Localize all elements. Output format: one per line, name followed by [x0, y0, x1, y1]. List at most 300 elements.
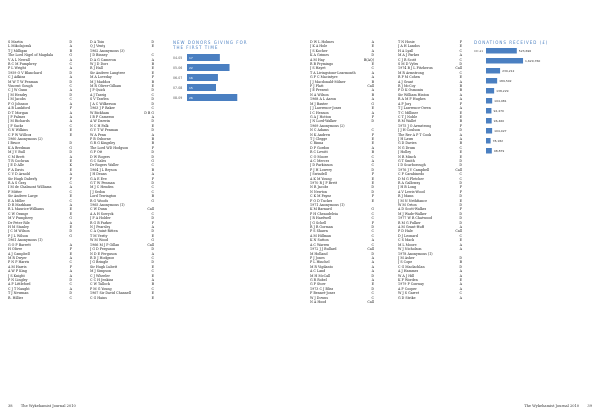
donor-code: C	[151, 286, 154, 291]
donor-name: S Martin	[8, 40, 23, 44]
donor-name: N K Andrew	[310, 132, 331, 137]
donor-code: A	[151, 57, 154, 62]
donor-code: C	[151, 211, 154, 216]
bar-value-label: 78,182	[492, 139, 504, 143]
donor-name: M J Baxter	[310, 101, 328, 106]
donor-name: Dr Rogers Waller	[90, 163, 119, 168]
donor-name: R A M F Hughes	[398, 97, 426, 102]
donor-code: D	[69, 79, 72, 84]
donor-name: A M Harris	[8, 264, 27, 269]
donor-name: F O Johnson	[8, 101, 29, 106]
donor-name: C P W Willcox	[8, 132, 32, 137]
donor-code: Call	[367, 84, 374, 89]
donor-code: A	[371, 88, 374, 93]
donor-name: 1961 Anonymous (1)	[8, 238, 43, 243]
donor-code: A	[459, 53, 462, 58]
donor-name: 1976 J V Campbell	[398, 167, 430, 172]
donor-code: A	[371, 264, 374, 269]
donor-code: A	[459, 225, 462, 230]
donor-code: E	[69, 158, 72, 163]
donor-name: R M G Fulker	[398, 220, 421, 225]
donor-name: Sir Andrew Large	[8, 194, 38, 199]
donor-code: C	[151, 189, 154, 194]
donor-code: C	[151, 163, 154, 168]
names-column-4	[398, 40, 462, 300]
donor-code: K	[69, 163, 72, 168]
donor-code: D	[151, 229, 154, 234]
donor-name: J G Bringle	[90, 260, 109, 265]
donor-code: D	[69, 70, 72, 75]
donor-code: A	[69, 44, 72, 49]
donor-code: Call	[147, 242, 154, 247]
donor-code: E	[459, 75, 462, 80]
list-item	[8, 296, 72, 300]
donor-code: C	[69, 62, 72, 67]
donor-name: J H Lawn	[398, 136, 414, 141]
donor-code: C	[69, 181, 72, 185]
bar-value-label: 92,470	[493, 109, 504, 113]
donor-code: B	[151, 136, 154, 141]
donor-code: C	[371, 128, 374, 133]
donor-code: C	[371, 66, 374, 71]
donor-name: A J Hammer	[398, 269, 419, 274]
donor-name: J D Parkinson	[310, 163, 333, 168]
donor-code: D	[371, 225, 374, 230]
donor-name: G V T W Penman	[90, 128, 119, 133]
donor-code: D B G	[144, 110, 154, 115]
donor-name: S V Tawlen	[90, 97, 109, 102]
donor-code: C	[151, 53, 154, 58]
category-label: CD £1	[474, 49, 484, 53]
donor-code: F	[151, 75, 154, 80]
donor-name: M L Moore	[398, 242, 417, 247]
donor-code: C	[371, 163, 374, 168]
donor-code: D	[459, 211, 462, 216]
list-item	[310, 300, 374, 304]
donor-code: F	[459, 207, 462, 212]
donor-name: J G D Ferguson	[90, 247, 116, 252]
donor-name: W M Orton	[398, 203, 417, 208]
donor-name: J J H Coulson	[398, 128, 421, 133]
donor-name: 1967 Sir David Channell	[90, 291, 131, 296]
donor-name: T A Livingstone-Learmonth	[310, 70, 356, 75]
donor-name: P H Cheaudeleia	[310, 211, 338, 216]
donor-code: D	[151, 216, 154, 221]
donor-name: C J Wheeler	[90, 273, 110, 278]
donor-name: M J Simpson	[90, 269, 112, 274]
donor-name: C M Brett	[8, 154, 25, 159]
donor-code: A	[371, 40, 374, 44]
donor-code: G	[69, 53, 72, 58]
donor-name: J J Macdonald-Milner	[310, 79, 346, 84]
donor-code: C	[459, 233, 462, 238]
donor-code: A	[459, 282, 462, 287]
donor-name: A P Cooper	[398, 286, 417, 291]
donor-name: R J Hall	[90, 66, 103, 71]
donor-code: A	[69, 75, 72, 80]
donor-name: J S Knight	[8, 273, 25, 278]
bar-value-label: 138,229	[496, 89, 509, 93]
donor-code: B	[151, 194, 154, 199]
donor-code: B	[151, 141, 154, 146]
donor-name: A W Darwin	[90, 119, 111, 124]
donor-code: A	[69, 255, 72, 260]
page-number-right: 39	[587, 404, 592, 408]
donor-code: D	[69, 229, 72, 234]
donor-code: A	[371, 260, 374, 265]
donor-code: E	[69, 128, 72, 133]
donor-code: D	[151, 128, 154, 133]
donor-name: 1965 Anonymous (1)	[90, 203, 125, 208]
donor-name: V A L Newall	[8, 57, 30, 62]
donor-code: D	[69, 277, 72, 282]
donor-name: G R G Kingsley	[90, 141, 116, 146]
donor-name: C W Dunn	[90, 207, 108, 212]
donor-name: C S Mack	[398, 238, 415, 243]
donor-code: B	[151, 79, 154, 84]
journal-title-right: The Wykehamist Journal 2010	[524, 404, 580, 408]
donor-code: C	[371, 216, 374, 221]
donor-code: A	[459, 136, 462, 141]
donations-chart-title: DONATIONS RECEIVED (£)	[474, 40, 549, 45]
donor-code: A	[151, 251, 154, 256]
donor-code: F	[459, 123, 462, 128]
donor-code: E	[459, 150, 462, 155]
donor-name: D W Rogers	[90, 154, 110, 159]
donor-name: H A Lyall	[398, 48, 414, 53]
donor-code: A	[69, 220, 72, 225]
donor-code: D	[459, 220, 462, 225]
donor-name: 1972 J J Bullard	[310, 247, 337, 252]
donor-name: J F A Holder	[90, 216, 111, 221]
donor-name: 1963 J P Baker	[90, 106, 115, 111]
list-item	[90, 296, 154, 300]
donor-name: H Oliver	[8, 247, 23, 252]
donor-name: J E D Alle	[8, 163, 24, 168]
category-label: 06-07	[173, 76, 183, 80]
donor-name: I M Jacobs	[8, 97, 26, 102]
donor-name: C J R Scott	[398, 57, 417, 62]
donor-name: D J Leonard	[398, 233, 418, 238]
donor-code: E	[151, 66, 154, 71]
donor-code: F	[69, 264, 72, 269]
donor-code: F	[371, 132, 374, 137]
names-column-1	[8, 40, 72, 300]
donor-name: J P Quick	[90, 88, 106, 93]
donor-code: A	[371, 277, 374, 282]
donor-name: 1966 M J P Gillan	[90, 242, 120, 247]
donor-code: B	[459, 141, 462, 146]
donor-name: G P Storr	[310, 282, 326, 287]
donor-name: A C Warren	[310, 242, 330, 247]
donor-name: C C H Jenkins	[90, 277, 114, 282]
donor-name: A K M Young	[310, 176, 332, 181]
donor-code: D	[371, 53, 374, 58]
donor-name: A P Jory	[398, 101, 412, 106]
donor-code: A	[459, 92, 462, 97]
donor-name: P J Platt	[310, 84, 324, 89]
donor-name: A B Lankford	[8, 106, 31, 111]
names-column-3	[310, 40, 374, 304]
donor-name: N D E Ferguson	[90, 251, 117, 256]
donor-code: D	[371, 273, 374, 278]
donor-code: D	[459, 128, 462, 133]
donor-name: 1964 J L Bryson	[90, 167, 117, 172]
donor-code: C	[69, 282, 72, 287]
donor-code: E	[459, 154, 462, 159]
donor-name: J H B Long	[398, 185, 417, 190]
category-label: 05-06	[173, 66, 183, 70]
bar-value-label: 17	[189, 56, 193, 60]
donor-code: D	[459, 255, 462, 260]
donor-name: P S Shawn	[310, 229, 328, 234]
bar	[486, 78, 497, 84]
donor-name: C K M Payne	[310, 194, 332, 199]
donor-name: M A Loveday	[90, 75, 112, 80]
donor-name: P D K Osmonix	[398, 88, 424, 93]
donor-code: B	[371, 79, 374, 84]
donor-code: D	[151, 260, 154, 265]
donor-name: W J Downs	[310, 295, 329, 300]
donor-code: E	[69, 167, 72, 172]
donor-code: F	[371, 220, 374, 225]
donor-name: N J Pearsley	[90, 225, 111, 230]
donor-name: C G Maclachlan	[398, 264, 425, 269]
donor-name: K A Grimes	[310, 53, 329, 58]
donor-code: D	[69, 291, 72, 296]
donor-code: F	[69, 176, 72, 181]
donor-name: K A Bredman	[8, 145, 31, 150]
bar	[486, 48, 517, 54]
donor-code: E	[371, 181, 374, 185]
donor-name: The Lord WD Hodgson	[90, 145, 129, 150]
donor-code: A	[459, 97, 462, 102]
donor-code: D	[459, 216, 462, 221]
donor-name: C O Moore	[310, 154, 329, 159]
donor-code: D	[151, 150, 154, 155]
donor-name: M J V Bull	[8, 150, 25, 155]
donor-code: A	[69, 242, 72, 247]
donor-name: E A Miller	[8, 198, 25, 203]
donor-name: P M G Young	[90, 286, 112, 291]
donor-code: F	[151, 176, 154, 181]
new-donors-chart-svg	[173, 54, 283, 124]
donor-code: A	[371, 48, 374, 53]
donor-name: G R Robel	[310, 277, 327, 282]
donor-code: A	[69, 101, 72, 106]
donor-name: M R Armstrong	[398, 70, 424, 75]
donor-name: J M N Nethfiance	[398, 198, 428, 203]
donor-code: C	[69, 123, 72, 128]
new-donors-chart-title: NEW DONORS GIVING FOR THE FIRST TIME	[173, 40, 248, 50]
names-column-2	[90, 40, 154, 300]
donor-name: 1969 Anonymous (2)	[310, 123, 345, 128]
donor-name: P N Lingley	[8, 277, 28, 282]
donor-code: F	[371, 194, 374, 199]
footer-left	[8, 404, 76, 408]
donor-name: C T J Noble	[398, 114, 418, 119]
donor-name: J S Hayet	[310, 66, 326, 71]
donor-name: J K A Hole	[310, 44, 328, 49]
donor-code: A	[69, 273, 72, 278]
donor-code: D	[371, 189, 374, 194]
bar	[486, 148, 492, 154]
donor-name: P J Jones	[310, 255, 325, 260]
donor-code: C	[69, 97, 72, 102]
donor-code: C	[69, 198, 72, 203]
donor-name: G C Sales	[90, 158, 107, 163]
donor-code: C	[371, 233, 374, 238]
bar	[486, 98, 492, 104]
donor-code: A	[371, 110, 374, 115]
footer-right	[524, 404, 592, 408]
donor-code: D	[371, 119, 374, 124]
donor-name: T J Lawrence-Owen	[398, 106, 431, 111]
donor-name: M J C Henden	[90, 185, 114, 190]
donor-name: A P Littleford	[8, 282, 31, 287]
donor-name: R M Wallet	[398, 119, 417, 124]
bar-value-label: 1,629,760	[525, 59, 541, 63]
donor-name: M R Dwyer	[8, 255, 27, 260]
donor-code: A	[371, 70, 374, 75]
donor-code: C	[459, 145, 462, 150]
donor-name: W A Penn	[90, 132, 107, 137]
donor-code: D	[151, 247, 154, 252]
donor-code: D	[459, 203, 462, 208]
donor-name: T M Verity	[90, 233, 108, 238]
donor-code: Call	[367, 247, 374, 252]
donor-code: A	[69, 110, 72, 115]
donor-name: L Mikolajczuk	[8, 44, 32, 49]
donor-name: S M D Vyles	[398, 62, 419, 67]
donor-name: R A Galloway	[398, 181, 421, 185]
donor-name: R J McCoy	[398, 84, 416, 89]
donor-code: A	[371, 255, 374, 260]
donor-name: A W P King	[8, 269, 27, 274]
donor-name: F A Davis	[8, 167, 24, 172]
donor-name: W A J Hill	[398, 273, 415, 278]
donor-code: C	[371, 291, 374, 296]
donor-code: A	[459, 132, 462, 137]
donor-name: N Newton	[310, 189, 328, 194]
page-number-left: 38	[8, 404, 13, 408]
donor-code: A	[371, 238, 374, 243]
donor-name: J M Richards	[8, 119, 30, 124]
donor-name: J A C Wilkerson	[90, 101, 117, 106]
donor-code: C	[459, 48, 462, 53]
donor-code: A	[69, 286, 72, 291]
donor-code: D	[151, 101, 154, 106]
donor-code: E	[459, 44, 462, 49]
donor-code: Call	[455, 229, 462, 234]
donor-code: D	[459, 163, 462, 168]
donor-code: A	[371, 145, 374, 150]
donor-code: E	[151, 273, 154, 278]
donor-name: A M Hillman	[310, 233, 332, 238]
donor-name: G D Strike	[398, 295, 416, 300]
bar	[187, 94, 237, 101]
donor-code: A	[371, 269, 374, 274]
donor-name: 1960 Anonymous (2)	[8, 136, 43, 141]
donor-name: K M Barnard	[310, 207, 332, 212]
donor-code: B(AQ)	[363, 57, 374, 62]
donor-name: T C Milliner	[398, 110, 419, 115]
donor-name: J M Asher	[398, 255, 415, 260]
donor-code: E	[69, 251, 72, 256]
donor-name: I B P Cameron	[90, 114, 115, 119]
donor-code: B	[459, 88, 462, 93]
donor-name: N C H Falk	[90, 123, 109, 128]
donor-code: A	[69, 114, 72, 119]
donor-name: J J Lawrence-Jones	[310, 106, 342, 111]
donor-code: E	[371, 62, 374, 67]
donor-code: B	[371, 92, 374, 97]
donor-code: D	[151, 181, 154, 185]
donor-name: P J L Wilson	[8, 233, 29, 238]
donor-name: Sir Hugh Daberly	[8, 176, 38, 181]
donor-code: G	[371, 207, 374, 212]
donor-code: A	[459, 286, 462, 291]
donor-name: 1959 O V Blanchard	[8, 70, 42, 75]
donor-code: F	[371, 114, 374, 119]
donor-name: R P M Cohen	[398, 75, 420, 80]
donor-name: J S Cope	[398, 260, 413, 265]
donor-code: E	[69, 132, 72, 137]
donor-code: E	[151, 295, 154, 300]
bar	[486, 118, 492, 124]
donor-name: W J D Dorr	[90, 62, 109, 67]
donor-name: P L Hinchel	[310, 260, 330, 265]
donor-code: A	[151, 225, 154, 230]
donor-name: A C Land	[310, 269, 326, 274]
donor-code: B	[371, 150, 374, 155]
bar-value-label: 16	[189, 76, 193, 80]
donor-name: 1975 J O Armstrong	[398, 123, 432, 128]
donor-code: B	[459, 84, 462, 89]
donor-name: G N Wilkins	[8, 128, 28, 133]
donor-code: D	[459, 158, 462, 163]
donor-name: C W Orange	[8, 211, 29, 216]
donor-name: The Rev A P T Cook	[398, 132, 432, 137]
donor-code: C	[459, 70, 462, 75]
bar	[486, 88, 494, 94]
donor-name: P L Wright	[8, 66, 26, 71]
donor-code: C	[371, 242, 374, 247]
donor-name: J A H Landos	[398, 44, 420, 49]
donor-code: Call	[455, 167, 462, 172]
donor-code: C	[151, 106, 154, 111]
donor-name: 1978 Anonymous (1)	[398, 251, 433, 256]
donor-code: A	[151, 114, 154, 119]
donor-name: R B Frymingo	[310, 62, 334, 67]
donor-name: G T Smith	[398, 158, 415, 163]
donor-code: E	[69, 207, 72, 212]
donor-name: C G Hains	[90, 295, 107, 300]
donor-code: A	[69, 57, 72, 62]
donor-name: M Holland	[310, 251, 328, 256]
donor-name: T R Cochran	[8, 158, 29, 163]
donor-name: N C Adams	[310, 128, 329, 133]
donor-name: J E Present	[310, 88, 329, 93]
donor-code: G	[151, 238, 154, 243]
donor-name: D A Toin	[90, 40, 105, 44]
donor-code: D	[69, 40, 72, 44]
donor-code: C	[459, 57, 462, 62]
donor-name: I C Henson	[310, 110, 329, 115]
donor-code: D	[459, 194, 462, 199]
donor-name: R G Woods	[90, 198, 109, 203]
donor-name: N A Wilson	[310, 92, 329, 97]
